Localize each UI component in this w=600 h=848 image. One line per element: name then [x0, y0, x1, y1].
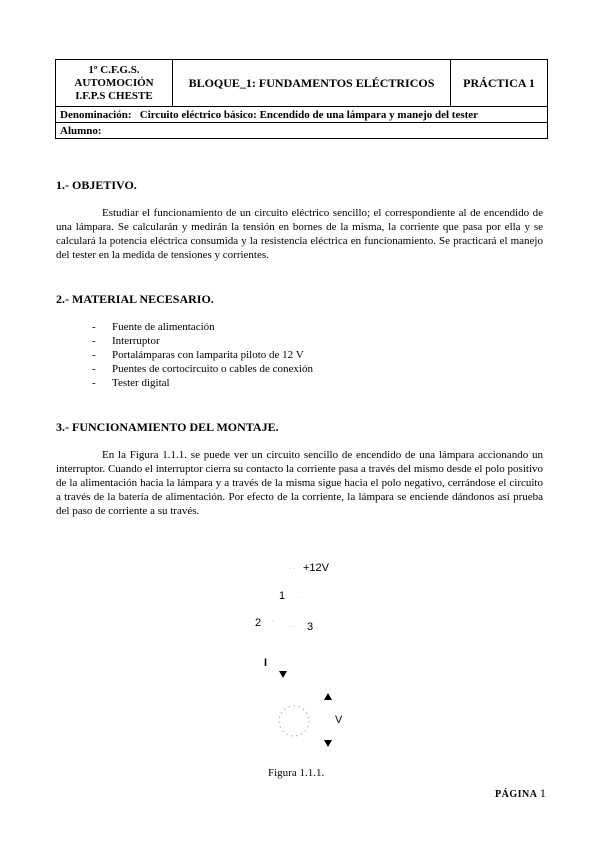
voltage-label: V: [335, 714, 343, 726]
objective-title: 1.- OBJETIVO.: [56, 178, 137, 192]
list-item: - Interruptor: [92, 335, 160, 347]
lamp-icon: [279, 706, 309, 736]
denomination-row: [56, 107, 548, 123]
school-line-3: I.F.P.S CHESTE: [75, 89, 153, 102]
node-3-label: 3: [307, 621, 314, 633]
objective-text: Estudiar el funcionamiento de un circuito eléctrico sencillo; el correspondiente al de encendido de una lámpara. Se calcularán y medirán la tensión en bornes de la misma, la corriente que pasa por ella y se calculará la potencia eléctrica consumida y la resistencia eléctrica en funcionamiento. Se practicará el manejo del tester en la medida de tensiones y corrientes.: [56, 207, 543, 261]
block-title: BLOQUE_1: FUNDAMENTOS ELÉCTRICOS: [173, 60, 451, 107]
voltage-arrow-down-icon: [324, 740, 332, 747]
school-cell: [56, 60, 173, 107]
current-label: I: [264, 657, 268, 669]
operation-title: 3.- FUNCIONAMIENTO DEL MONTAJE.: [56, 420, 279, 434]
header-table: [55, 59, 548, 139]
page-number: [495, 786, 546, 801]
student-label: Alumno:: [60, 124, 102, 137]
list-item: - Portalámparas con lamparita piloto de 12 V: [92, 349, 304, 361]
node-1-label: 1: [279, 590, 286, 602]
supply-label: +12V: [303, 562, 329, 574]
node-3-mark: · ·: [289, 624, 295, 630]
denomination-label: Denominación:: [60, 108, 132, 121]
student-row: [56, 123, 548, 139]
node-1-mark: ·: [297, 595, 299, 601]
page-value: 1: [539, 786, 547, 800]
figure-caption: Figura 1.1.1.: [268, 767, 325, 779]
voltage-arrow-up-icon: [324, 693, 332, 700]
switch-mark: `: [272, 621, 275, 628]
supply-terminal-mark: · ·: [289, 566, 295, 572]
current-arrow-icon: [279, 671, 287, 678]
material-title: 2.- MATERIAL NECESARIO.: [56, 292, 214, 306]
page-label: PÁGINA: [495, 789, 537, 800]
list-item: - Tester digital: [92, 377, 170, 389]
practice-title: PRÁCTICA 1: [451, 60, 548, 107]
node-2-label: 2: [255, 617, 262, 629]
denomination-value: Circuito eléctrico básico: Encendido de una lámpara y manejo del tester: [139, 108, 479, 121]
school-line-1: 1º C.F.G.S.: [88, 63, 140, 76]
list-item: - Puentes de cortocircuito o cables de conexión: [92, 363, 313, 375]
operation-text: En la Figura 1.1.1. se puede ver un circuito sencillo de encendido de una lámpara accionando un interruptor. Cuando el interruptor cierra su contacto la corriente pasa a través del mismo desde el polo positivo de la alimentación hacia la lámpara y a través de la misma sigue hacia el polo negativo, cerrándose el circuito a través de la batería de alimentación. Por efecto de la corriente, la lámpara se enciende dándonos así prueba del paso de corriente a su través.: [56, 449, 543, 517]
circuit-figure: [0, 540, 600, 770]
list-item: - Fuente de alimentación: [92, 321, 215, 333]
school-line-2: AUTOMOCIÓN: [74, 76, 154, 89]
material-list: [92, 320, 313, 390]
